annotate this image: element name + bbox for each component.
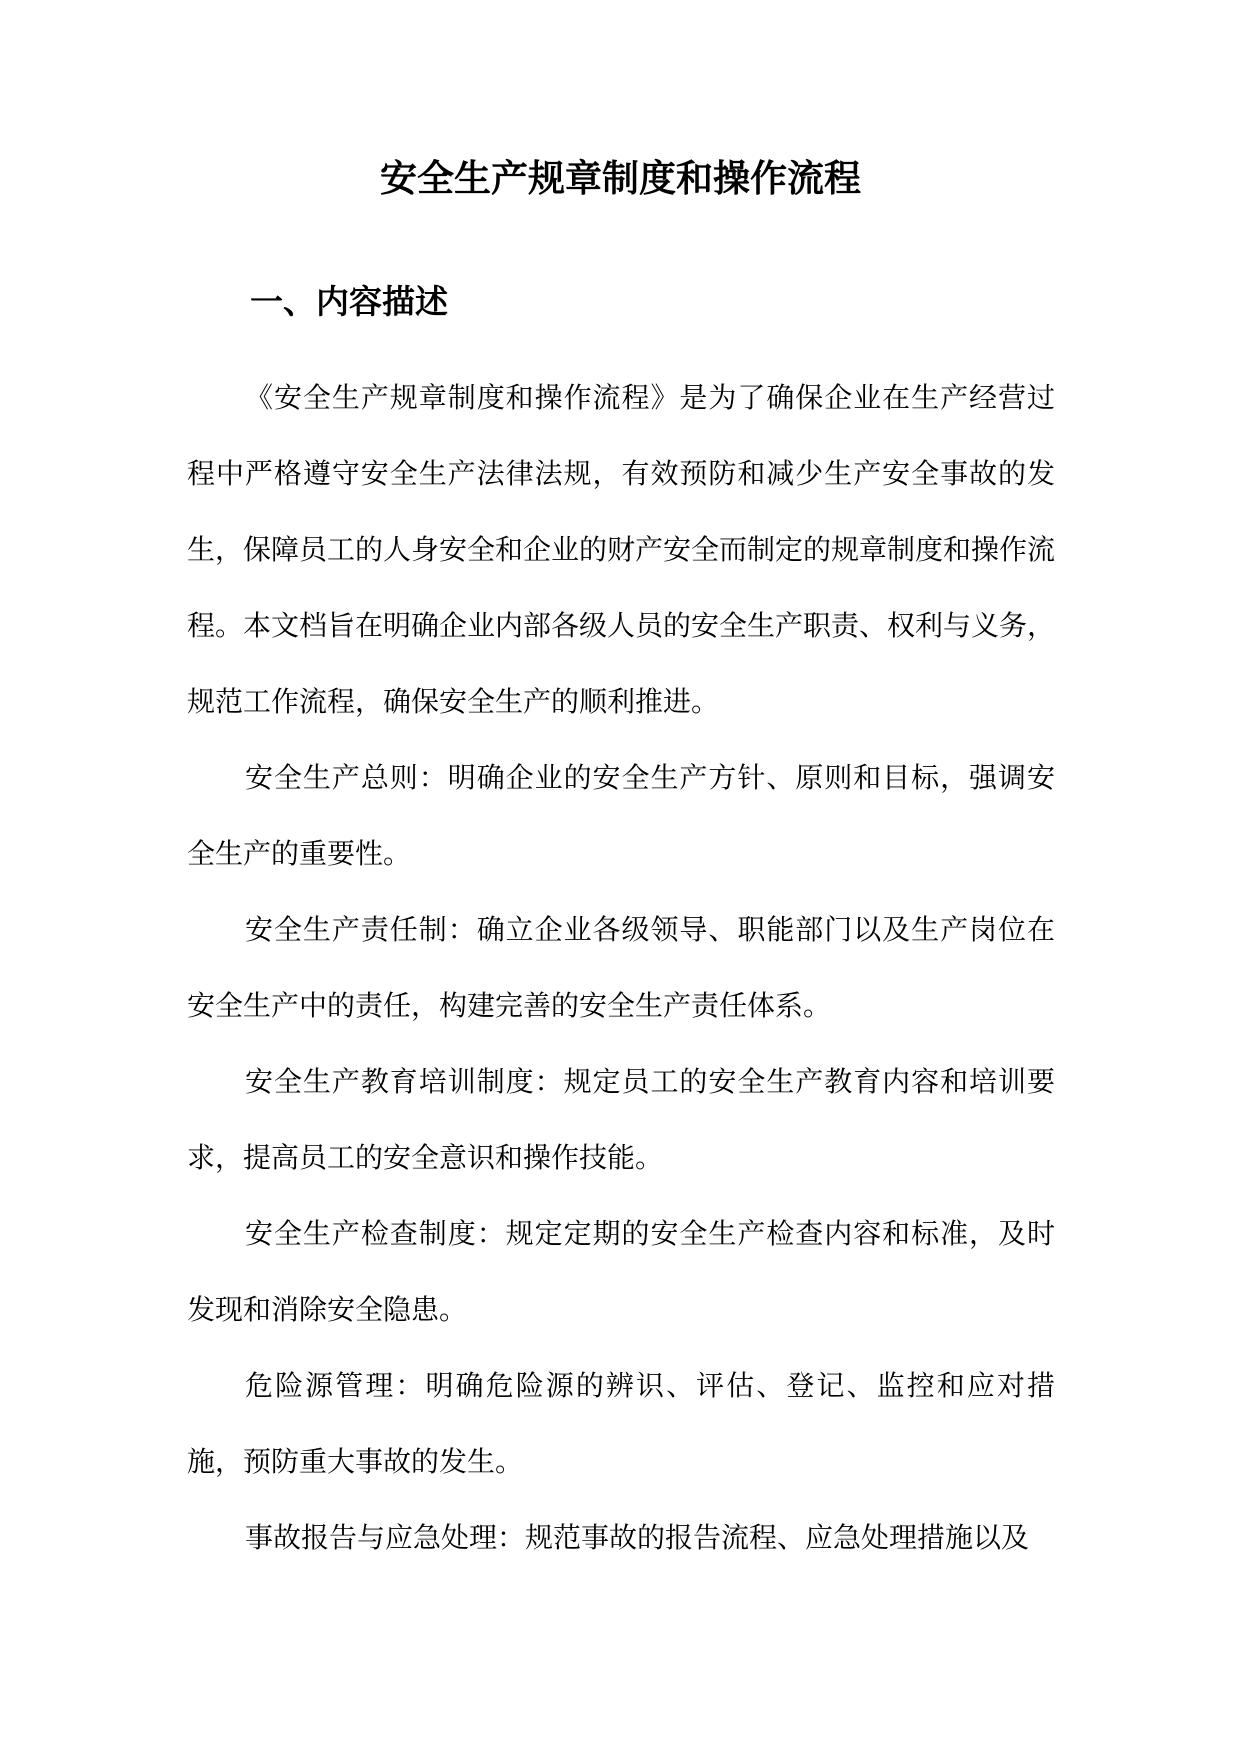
document-title: 安全生产规章制度和操作流程 — [380, 156, 861, 200]
paragraph-hazard-management: 危险源管理：明确危险源的辨识、评估、登记、监控和应对措施，预防重大事故的发生。 — [187, 1369, 1055, 1478]
paragraph-training-system: 安全生产教育培训制度：规定员工的安全生产教育内容和培训要求，提高员工的安全意识和操作技能。 — [187, 1065, 1055, 1174]
paragraph-responsibility-system: 安全生产责任制：确立企业各级领导、职能部门以及生产岗位在安全生产中的责任，构建完善的安全生产责任体系。 — [187, 913, 1055, 1022]
paragraph-general-principles: 安全生产总则：明确企业的安全生产方针、原则和目标，强调安全生产的重要性。 — [187, 761, 1055, 870]
paragraph-accident-reporting: 事故报告与应急处理：规范事故的报告流程、应急处理措施以及 — [245, 1521, 1030, 1554]
paragraph-intro: 《安全生产规章制度和操作流程》是为了确保企业在生产经营过程中严格遵守安全生产法律法规，有效预防和减少生产安全事故的发生，保障员工的人身安全和企业的财产安全而制定的规章制度和操作流程。本文档旨在明确企业内部各级人员的安全生产职责、权利与义务，规范工作流程，确保安全生产的顺利推进。 — [187, 381, 1056, 718]
section-heading: 一、内容描述 — [250, 282, 448, 321]
document-body — [187, 360, 1055, 1576]
paragraph-inspection-system: 安全生产检查制度：规定定期的安全生产检查内容和标准，及时发现和消除安全隐患。 — [187, 1217, 1055, 1326]
